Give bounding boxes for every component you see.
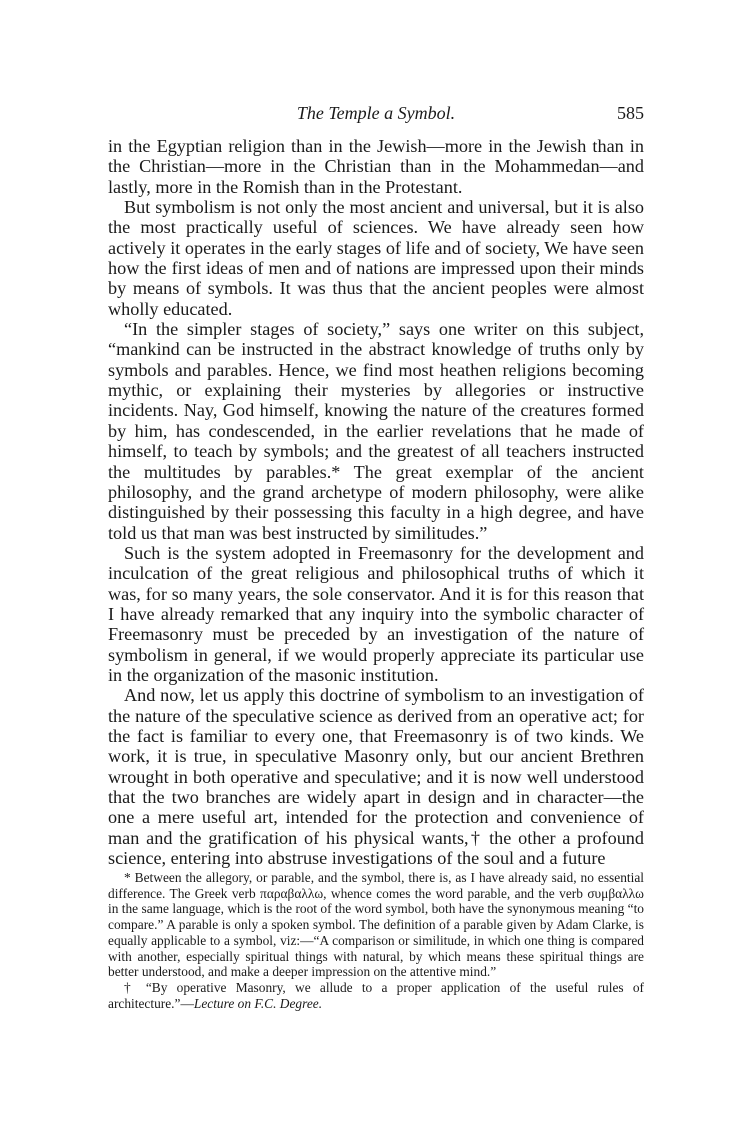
paragraph-4: Such is the system adopted in Freemasonry for the development and inculcation of the great religious and philosophical truths of which it was, for so many years, the sole conservator. And it is for this reason that I have already remarked that any inquiry into the symbolic character of Freemasonry must be preceded by an investigation of the nature of symbolism in general, if we would properly appreciate its particular use in the organization of the masonic institution.: [108, 542, 644, 685]
page-number: 585: [617, 103, 644, 123]
footnote-2: [108, 980, 644, 1011]
main-text: [108, 136, 644, 868]
paragraph-5: And now, let us apply this doctrine of symbolism to an investigation of the nature of the speculative science as derived from an operative act; for the fact is familiar to every one, that Freemasonry is of two kinds. We work, it is true, in speculative Masonry only, but our ancient Brethren wrought in both operative and speculative; and it is now well understood that the two branches are widely apart in design and in character—the one a mere useful art, intended for the protection and convenience of man and the gratification of his physical wants,† the other a profound science, entering into abstruse investigations of the soul and a future: [108, 685, 644, 869]
footnote-2-text: † “By operative Masonry, we allude to a proper application of the useful rules of architecture.”—: [108, 979, 644, 1011]
footnote-2-citation: Lecture on F.C. Degree.: [193, 995, 323, 1011]
running-header: [108, 103, 644, 127]
running-title: The Temple a Symbol.: [296, 103, 456, 123]
paragraph-3: “In the simpler stages of society,” says one writer on this subject, “mankind can be instructed in the abstract knowledge of truths only by symbols and parables. Hence, we find most heathen religions becoming mythic, or explaining their mysteries by allegories or instructive incidents. Nay, God himself, knowing the nature of the creatures formed by him, has condescended, in the earlier revelations that he made of himself, to teach by symbols; and the greatest of all teachers instructed the multitudes by parables.* The great exemplar of the ancient philosophy, and the grand archetype of modern philosophy, were alike distinguished by their possessing this faculty in a high degree, and have told us that man was best instructed by similitudes.”: [108, 319, 644, 543]
paragraph-2: But symbolism is not only the most ancient and universal, but it is also the most practically useful of sciences. We have already seen how actively it operates in the early stages of life and of society, We have seen how the first ideas of men and of nations are impressed upon their minds by means of symbols. It was thus that the ancient peoples were almost wholly educated.: [108, 197, 644, 319]
paragraph-1: in the Egyptian religion than in the Jewish—more in the Jewish than in the Christian—more in the Christian than in the Mohammedan—and lastly, more in the Romish than in the Protestant.: [108, 136, 644, 197]
footnote-1: * Between the allegory, or parable, and the symbol, there is, as I have already said, no essential difference. The Greek verb παραβαλλω, whence comes the word parable, and the verb συμβαλλω in the same language, which is the root of the word symbol, both have the synonymous meaning “to compare.” A parable is only a spoken symbol. The definition of a parable given by Adam Clarke, is equally applicable to a symbol, viz:—“A comparison or similitude, in which one thing is compared with another, especially spiritual things with natural, by which means these spiritual things are better understood, and make a deeper impression on the attentive mind.”: [108, 870, 644, 980]
footnotes: [108, 870, 644, 1011]
